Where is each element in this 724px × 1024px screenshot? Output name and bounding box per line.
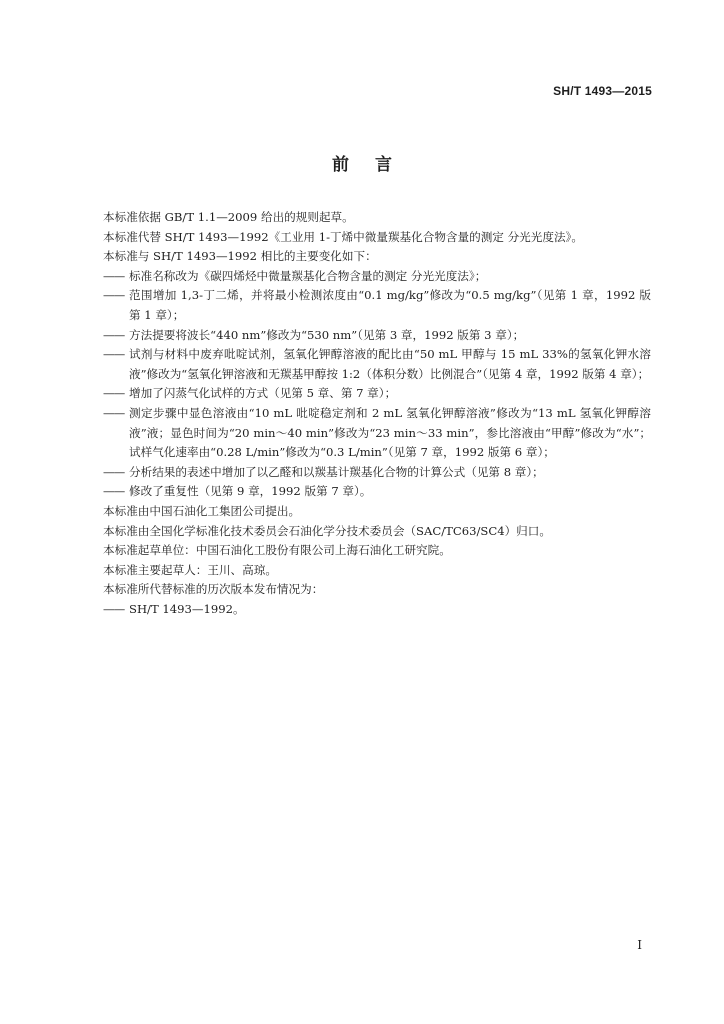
dash-marker: ——	[103, 386, 125, 401]
intro-paragraph: 本标准与 SH/T 1493—1992 相比的主要变化如下：	[103, 249, 377, 264]
change-item	[103, 482, 651, 502]
change-item	[103, 384, 651, 404]
change-item-text: 试剂与材料中废弃吡啶试剂，氢氧化钾醇溶液的配比由“50 mL 甲醇与 15 mL 33%的氢氧化钾水溶液”修改为“氢氧化钾溶液和无羰基甲醇按 1:2（体积分数）比例混合”（见第 4 章，1992 版第 4 章）；	[129, 347, 651, 381]
page-title: 前言	[332, 155, 418, 175]
dash-marker: ——	[103, 601, 125, 616]
dash-marker: ——	[103, 327, 125, 342]
dash-marker: ——	[103, 347, 125, 362]
dash-marker: ——	[103, 405, 125, 420]
closing-paragraph: 本标准起草单位：中国石油化工股份有限公司上海石油化工研究院。	[103, 543, 451, 558]
change-item	[103, 286, 651, 325]
history-item-text: SH/T 1493—1992。	[129, 601, 245, 616]
intro-paragraph: 本标准代替 SH/T 1493—1992《工业用 1-丁烯中微量羰基化合物含量的测定 分光光度法》。	[103, 229, 583, 244]
dash-marker: ——	[103, 484, 125, 499]
history-item	[103, 600, 651, 620]
change-item	[103, 404, 651, 463]
standard-code: SH/T 1493—2015	[553, 84, 652, 98]
change-item-text: 测定步骤中显色溶液由“10 mL 吡啶稳定剂和 2 mL 氢氧化钾醇溶液”修改为“13 mL 氢氧化钾醇溶液”液；显色时间为“20 min～40 min”修改为“23 min～33 min”，参比溶液由“甲醇”修改为“水”；试样气化速率由“0.28 L/min”修改为“0.3 L/min”（见第 7 章，1992 版第 6 章）；	[129, 405, 651, 460]
page-number: I	[637, 938, 642, 952]
change-item-text: 方法提要将波长“440 nm”修改为“530 nm”（见第 3 章，1992 版第 3 章）；	[129, 327, 525, 342]
change-item-text: 分析结果的表述中增加了以乙醛和以羰基计羰基化合物的计算公式（见第 8 章）；	[129, 464, 544, 479]
dash-marker: ——	[103, 288, 125, 303]
change-item-text: 修改了重复性（见第 9 章，1992 版第 7 章）。	[129, 484, 372, 499]
intro-paragraph: 本标准依据 GB/T 1.1—2009 给出的规则起草。	[103, 210, 354, 224]
closing-paragraph: 本标准所代替标准的历次版本发布情况为：	[103, 582, 324, 597]
dash-marker: ——	[103, 268, 125, 283]
change-item	[103, 463, 651, 483]
change-item	[103, 345, 651, 384]
dash-marker: ——	[103, 464, 125, 479]
closing-paragraph: 本标准由全国化学标准化技术委员会石油化学分技术委员会（SAC/TC63/SC4）归口。	[103, 523, 551, 538]
closing-paragraph: 本标准由中国石油化工集团公司提出。	[103, 503, 301, 518]
change-item	[103, 326, 651, 346]
change-item-text: 标准名称改为《碳四烯烃中微量羰基化合物含量的测定 分光光度法》；	[129, 268, 487, 283]
closing-paragraph: 本标准主要起草人：王川、高琼。	[103, 562, 277, 577]
change-item-text: 范围增加 1,3-丁二烯，并将最小检测浓度由“0.1 mg/kg”修改为“0.5 mg/kg”（见第 1 章，1992 版第 1 章）；	[129, 288, 651, 322]
foreword-body	[103, 208, 651, 619]
change-item-text: 增加了闪蒸气化试样的方式（见第 5 章、第 7 章）；	[129, 386, 397, 401]
change-item	[103, 267, 651, 287]
